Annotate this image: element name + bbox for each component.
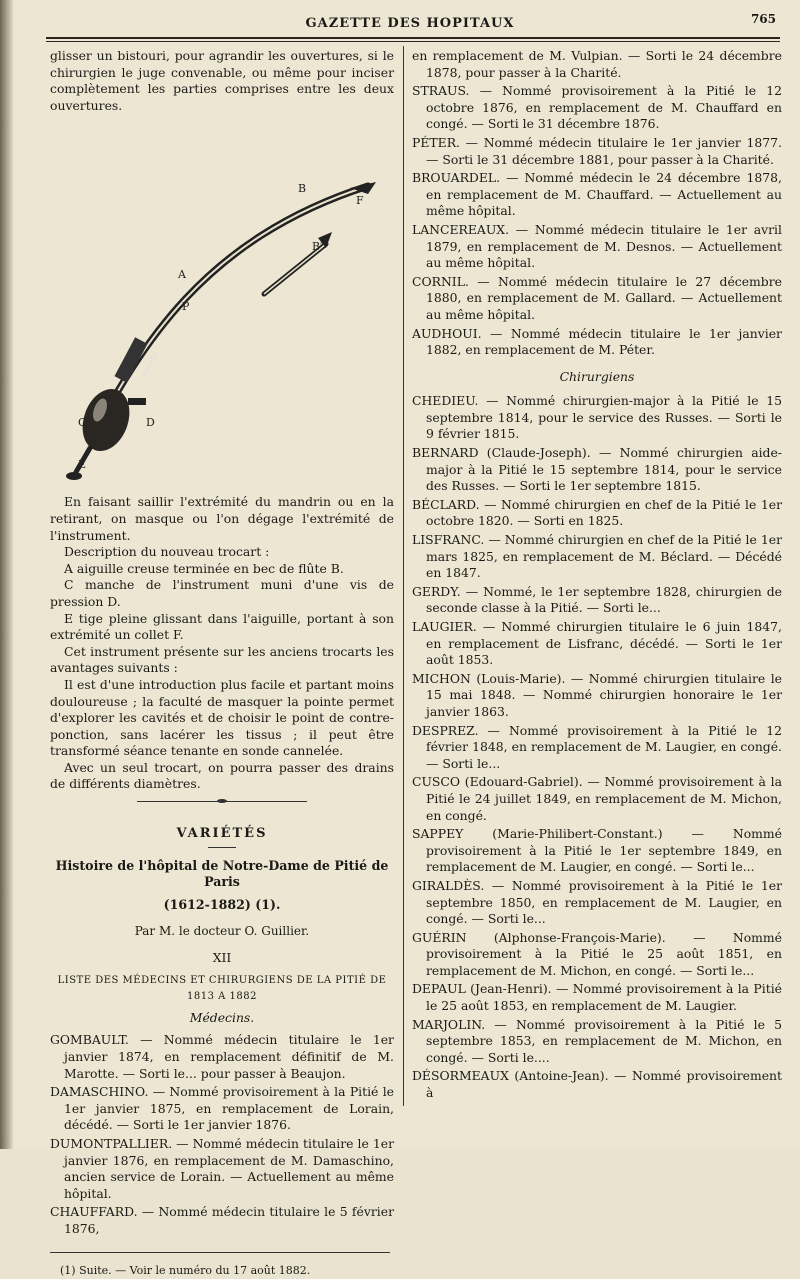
list-item: LAUGIER. — Nommé chirurgien titulaire le 6 juin 1847, en remplacement de Lisfranc, décédé. — Sorti le 1er août 1853. (412, 619, 782, 668)
paragraph-introduction: Il est d'une introduction plus facile et partant moins douloureuse ; la faculté de masquer la pointe permet d'explorer les cavités et de choisir le point de contre-ponction, sans lacérer les tissus ; il peut être transformé séance tenante en sonde cannelée. (50, 676, 394, 759)
label-e: E (78, 458, 87, 472)
right-column (412, 48, 782, 1104)
paragraph-description: Description du nouveau trocart : (64, 544, 270, 560)
short-rule (208, 847, 236, 848)
paragraph-mandrin: En faisant saillir l'extrémité du mandrin ou en la retirant, on masque ou l'on dégage l'extrémité de l'instrument. (50, 494, 394, 543)
list-item: GERDY. — Nommé, le 1er septembre 1828, chirurgien de seconde classe à la Pitié. — Sorti le... (412, 583, 782, 616)
paragraph-drains: Avec un seul trocart, on pourra passer des drains de différents diamètres. (50, 759, 394, 792)
header-rule (46, 37, 780, 39)
list-item: GOMBAULT. — Nommé médecin titulaire le 1er janvier 1874, en remplacement définitif de M. Marotte. — Sorti le... pour passer à Beaujon. (50, 1032, 394, 1081)
list-item: DUMONTPALLIER. — Nommé médecin titulaire le 1er janvier 1876, en remplacement de M. Damaschino, ancien service de Lorain. — Actuellement au même hôpital. (50, 1135, 394, 1201)
header-rule-thin (46, 41, 780, 42)
list-item: CUSCO (Edouard-Gabriel). — Nommé provisoirement à la Pitié le 24 juillet 1849, en remplacement de M. Michon, en congé. (412, 774, 782, 823)
list-item: LANCEREAUX. — Nommé médecin titulaire le 1er avril 1879, en remplacement de M. Desnos. — Actuellement au même hôpital. (412, 221, 782, 271)
intro-paragraph: glisser un bistouri, pour agrandir les ouvertures, si le chirurgien le juge convenable, ou même pour inciser complètement les parties comprises entre les deux ouvertures. (50, 48, 394, 113)
list-item: en remplacement de M. Vulpian. — Sorti le 24 décembre 1878, pour passer à la Charité. (412, 48, 782, 80)
label-c: C (78, 416, 87, 430)
journal-title: GAZETTE DES HOPITAUX (305, 16, 515, 31)
article-title-line-2: (1612-1882) (1). (163, 896, 281, 912)
list-item: MARJOLIN. — Nommé provisoirement à la Pitié le 5 septembre 1853, en remplacement de M. Michon, en congé. — Sorti le.... (412, 1016, 782, 1065)
label-b-prime: B′ (312, 240, 323, 254)
list-item: BÉCLARD. — Nommé chirurgien en chef de la Pitié le 1er octobre 1820. — Sorti en 1825. (412, 496, 782, 529)
label-d: D (146, 416, 155, 430)
list-item: BROUARDEL. — Nommé médecin le 24 décembre 1878, en remplacement de M. Chauffard. — Actuellement au même hôpital. (412, 170, 782, 219)
subheading-medecins: Médecins. (189, 1009, 255, 1025)
left-column (50, 48, 394, 1279)
label-a: A (178, 268, 186, 282)
column-divider (403, 46, 404, 1106)
maker-mark: MATHIEU (141, 351, 161, 379)
label-b-top: B (298, 182, 307, 196)
paragraph-part-a: A aiguille creuse terminée en bec de flûte B. (64, 560, 344, 576)
ornament-rule (137, 801, 307, 802)
list-item: BERNARD (Claude-Joseph). — Nommé chirurgien aide-major à la Pitié le 15 septembre 1814, pour le service des Russes. — Sorti le 1er septembre 1815. (412, 445, 782, 494)
footnote: (1) Suite. — Voir le numéro du 17 août 1882. (60, 1263, 311, 1277)
label-p: P (182, 300, 190, 314)
list-item: MICHON (Louis-Marie). — Nommé chirurgien titulaire le 15 mai 1848. — Nommé chirurgien honoraire le 1er janvier 1863. (412, 670, 782, 719)
article-title-line-1: Histoire de l'hôpital de Notre-Dame de Pitié de Paris (55, 857, 389, 890)
section-heading-varietes: VARIÉTÉS (176, 826, 268, 842)
trocar-illustration (50, 120, 394, 492)
section-number: XII (212, 950, 232, 966)
list-item: DAMASCHINO. — Nommé provisoirement à la Pitié le 1er janvier 1875, en remplacement de Lorain, décédé. — Sorti le 1er janvier 1876. (50, 1084, 394, 1133)
footnote-rule (50, 1252, 390, 1253)
list-item: LISFRANC. — Nommé chirurgien en chef de la Pitié le 1er mars 1825, en remplacement de M. Béclard. — Décédé en 1847. (412, 532, 782, 581)
list-title: LISTE DES MÉDECINS ET CHIRURGIENS DE LA PITIÉ DE 1813 A 1882 (57, 974, 387, 1003)
article-author: Par M. le docteur O. Guillier. (134, 924, 310, 939)
list-item: AUDHOUI. — Nommé médecin titulaire le 1er janvier 1882, en remplacement de M. Péter. (412, 325, 782, 358)
list-item: DESPREZ. — Nommé provisoirement à la Pitié le 12 février 1848, en remplacement de M. Laugier, en congé. — Sorti le... (412, 722, 782, 771)
page-number: 765 (750, 12, 776, 26)
list-item: DEPAUL (Jean-Henri). — Nommé provisoirement à la Pitié le 25 août 1853, en remplacement de M. Laugier. (412, 981, 782, 1014)
trocar-figure (50, 120, 394, 492)
page-binding-shadow (0, 0, 14, 1149)
paragraph-part-c: C manche de l'instrument muni d'une vis de pression D. (50, 577, 394, 609)
paragraph-advantages: Cet instrument présente sur les anciens trocarts les avantages suivants : (50, 643, 394, 676)
list-item: SAPPEY (Marie-Philibert-Constant.) — Nommé provisoirement à la Pitié le 1er septembre 1849, en remplacement de M. Laugier, en congé. — Sorti le... (412, 826, 782, 875)
list-item: DÉSORMEAUX (Antoine-Jean). — Nommé provisoirement à (412, 1068, 782, 1101)
list-item: CORNIL. — Nommé médecin titulaire le 27 décembre 1880, en remplacement de M. Gallard. — Actuellement au même hôpital. (412, 273, 782, 322)
list-item: STRAUS. — Nommé provisoirement à la Pitié le 12 octobre 1876, en remplacement de M. Chauffard en congé. — Sorti le 31 décembre 1876. (412, 83, 782, 132)
subheading-chirurgiens: Chirurgiens (559, 368, 635, 384)
list-item: CHAUFFARD. — Nommé médecin titulaire le 5 février 1876, (50, 1204, 394, 1236)
list-item: GUÉRIN (Alphonse-François-Marie). — Nommé provisoirement à la Pitié le 25 août 1851, en remplacement de M. Michon, en congé. — Sorti le... (412, 929, 782, 978)
label-f: F (356, 194, 364, 208)
paragraph-part-e: E tige pleine glissant dans l'aiguille, portant à son extrémité un collet F. (50, 610, 394, 643)
list-item: CHEDIEU. — Nommé chirurgien-major à la Pitié le 15 septembre 1814, pour le service des Russes. — Sorti le 9 février 1815. (412, 393, 782, 442)
list-item: GIRALDÈS. — Nommé provisoirement à la Pitié le 1er septembre 1850, en remplacement de M. Laugier, en congé. — Sorti le... (412, 877, 782, 927)
list-item: PÉTER. — Nommé médecin titulaire le 1er janvier 1877. — Sorti le 31 décembre 1881, pour passer à la Charité. (412, 134, 782, 167)
